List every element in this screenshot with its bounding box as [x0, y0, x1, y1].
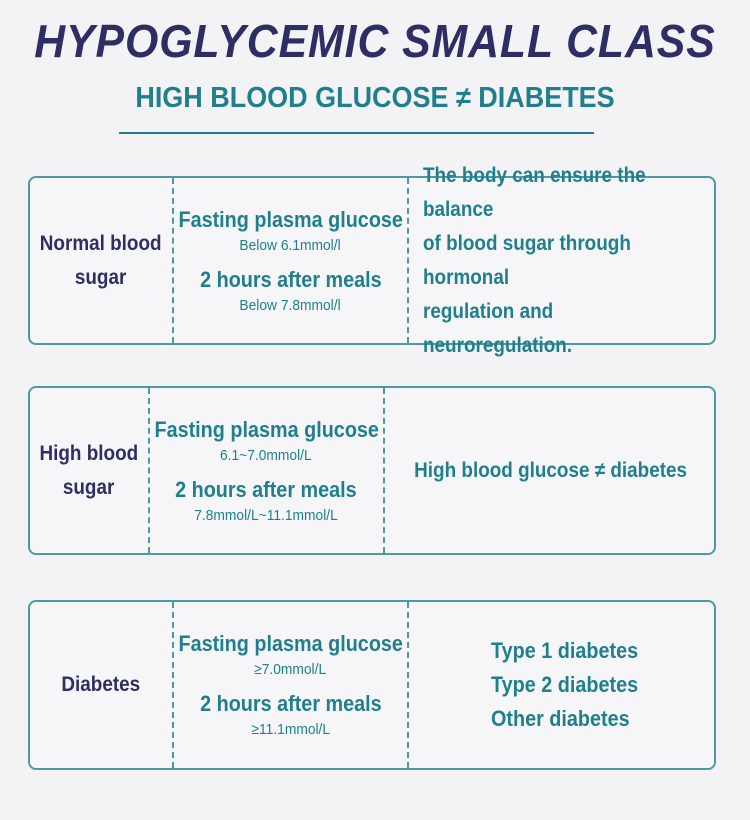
description-line: High blood glucose ≠ diabetes [413, 458, 687, 482]
category-label: sugar [63, 475, 115, 499]
card-normal-blood-sugar [28, 163, 716, 357]
fasting-label: Fasting plasma glucose [178, 206, 403, 232]
category-cell [30, 178, 174, 343]
diabetes-type-item: Type 1 diabetes [491, 638, 639, 663]
values-cell [174, 178, 409, 343]
fasting-label: Fasting plasma glucose [178, 631, 403, 656]
category-label: High blood [39, 441, 139, 465]
after-meals-value: 7.8mmol/L~11.1mmol/L [194, 506, 339, 524]
description-line: regulation and neuroregulation. [423, 299, 573, 357]
values-cell [174, 602, 409, 768]
description-line: of blood sugar through hormonal [423, 231, 631, 289]
after-meals-value: Below 7.8mmol/l [239, 296, 342, 314]
fasting-value: 6.1~7.0mmol/L [220, 446, 313, 464]
description-cell [409, 163, 714, 357]
values-cell [150, 388, 385, 553]
after-meals-value: ≥11.1mmol/L [251, 721, 330, 738]
diabetes-type-item: Other diabetes [491, 706, 630, 731]
diabetes-type-item: Type 2 diabetes [491, 672, 639, 697]
after-meals-label: 2 hours after meals [199, 266, 382, 292]
fasting-label: Fasting plasma glucose [154, 416, 379, 442]
card-diabetes [28, 600, 716, 770]
category-label: sugar [75, 265, 127, 289]
category-cell [30, 388, 150, 553]
description-cell [409, 602, 714, 768]
card-high-blood-sugar [28, 386, 716, 555]
category-label: Normal blood [40, 231, 162, 255]
category-label: Diabetes [61, 673, 141, 696]
category-cell [30, 602, 174, 768]
description-cell [385, 388, 714, 553]
fasting-value: Below 6.1mmol/l [239, 236, 342, 254]
after-meals-label: 2 hours after meals [199, 691, 382, 716]
after-meals-label: 2 hours after meals [175, 476, 358, 502]
subtitle-underline [119, 132, 594, 134]
page-subtitle: HIGH BLOOD GLUCOSE ≠ DIABETES [135, 82, 615, 114]
description-line: The body can ensure the balance [423, 163, 646, 221]
fasting-value: ≥7.0mmol/L [254, 661, 327, 678]
page-title: HYPOGLYCEMIC SMALL CLASS [34, 15, 716, 67]
